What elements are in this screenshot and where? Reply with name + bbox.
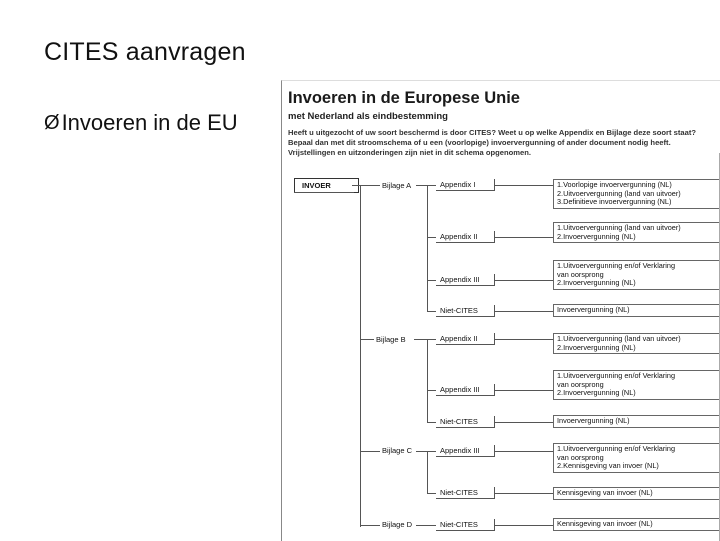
result-line: 1.Uitvoervergunning en/of Verklaring [557,372,676,380]
flowchart-figure [281,80,720,541]
connector [352,185,382,186]
connector [427,185,428,311]
result-box [553,260,720,290]
connector [360,451,380,452]
bijlage-label: Bijlage A [382,181,412,190]
appendix-label: Appendix II [436,231,495,243]
connector [494,390,553,391]
connector [427,237,436,238]
result-line: 3.Definitieve invoervergunning (NL) [557,198,672,207]
connector [494,280,553,281]
connector [416,451,436,452]
slide-title: CITES aanvragen [44,38,246,66]
figure-subtitle: met Nederland als eindbestemming [288,111,448,122]
connector [494,493,553,494]
result-line: Kennisgeving van invoer (NL) [557,520,653,528]
bijlage-label: Bijlage D [382,520,413,529]
bijlage-label: Bijlage B [376,335,406,344]
result-box [553,443,720,473]
figure-intro: Heeft u uitgezocht of uw soort beschermd is door CITES? Weet u op welke Appendix en Bijlage deze soort staat? Bepaal dan met dit stroomschema of u een (voorlopige) invoervergunning of ander document nodig heeft. Vrijstellingen en uitzonderingen zijn niet in dit schema opgenomen. [288,128,697,157]
connector [427,280,436,281]
result-line: 2.Invoervergunning (NL) [557,232,636,241]
result-box [553,518,720,531]
result-line: 2.Invoervergunning (NL) [557,279,636,288]
appendix-label: Niet-CITES [436,305,495,317]
figure-title: Invoeren in de Europese Unie [288,89,520,107]
bijlage-label: Bijlage C [382,446,413,455]
result-line: Invoervergunning (NL) [557,417,630,425]
result-line: van oorsprong [557,380,604,389]
connector [427,390,436,391]
result-line: 2.Invoervergunning (NL) [557,389,636,398]
result-line: van oorsprong [557,453,604,462]
connector [427,339,428,423]
result-line: 2.Kennisgeving van invoer (NL) [557,462,659,471]
connector [494,237,553,238]
connector [494,525,553,526]
connector [360,185,361,527]
bullet-item [44,110,238,136]
appendix-label: Appendix III [436,274,495,286]
connector [427,422,436,423]
result-box [553,415,720,428]
result-line: 1.Uitvoervergunning en/of Verklaring [557,445,676,453]
connector [294,192,354,193]
bullet-text: Invoeren in de EU [61,110,238,135]
connector [494,339,553,340]
appendix-label: Niet-CITES [436,487,495,499]
result-line: Invoervergunning (NL) [557,306,630,314]
result-box [553,370,720,400]
result-box [553,487,720,500]
connector [494,422,553,423]
result-line: 1.Uitvoervergunning en/of Verklaring [557,262,676,270]
result-line: van oorsprong [557,270,604,279]
result-box [553,333,720,354]
connector [427,311,436,312]
connector [494,185,553,186]
result-line: Kennisgeving van invoer (NL) [557,489,653,497]
appendix-label: Appendix I [436,179,495,191]
result-line: 1.Voorlopige invoervergunning (NL) [557,181,672,189]
result-line: 1.Uitvoervergunning (land van uitvoer) [557,335,681,343]
result-box [553,179,720,209]
result-box [553,222,720,243]
appendix-label: Appendix II [436,333,495,345]
connector [360,525,380,526]
result-line: 2.Invoervergunning (NL) [557,343,636,352]
connector [416,525,436,526]
result-line: 1.Uitvoervergunning (land van uitvoer) [557,224,681,232]
connector [427,451,428,493]
result-line: 2.Uitvoervergunning (land van uitvoer) [557,189,681,198]
appendix-label: Niet-CITES [436,416,495,428]
connector [494,451,553,452]
arrow-bullet-icon: Ø [44,111,60,134]
appendix-label: Appendix III [436,384,495,396]
connector [427,493,436,494]
appendix-label: Niet-CITES [436,519,495,531]
start-box: INVOER [294,178,359,193]
result-box [553,304,720,317]
appendix-label: Appendix III [436,445,495,457]
connector [494,311,553,312]
connector [414,339,436,340]
connector [416,185,436,186]
